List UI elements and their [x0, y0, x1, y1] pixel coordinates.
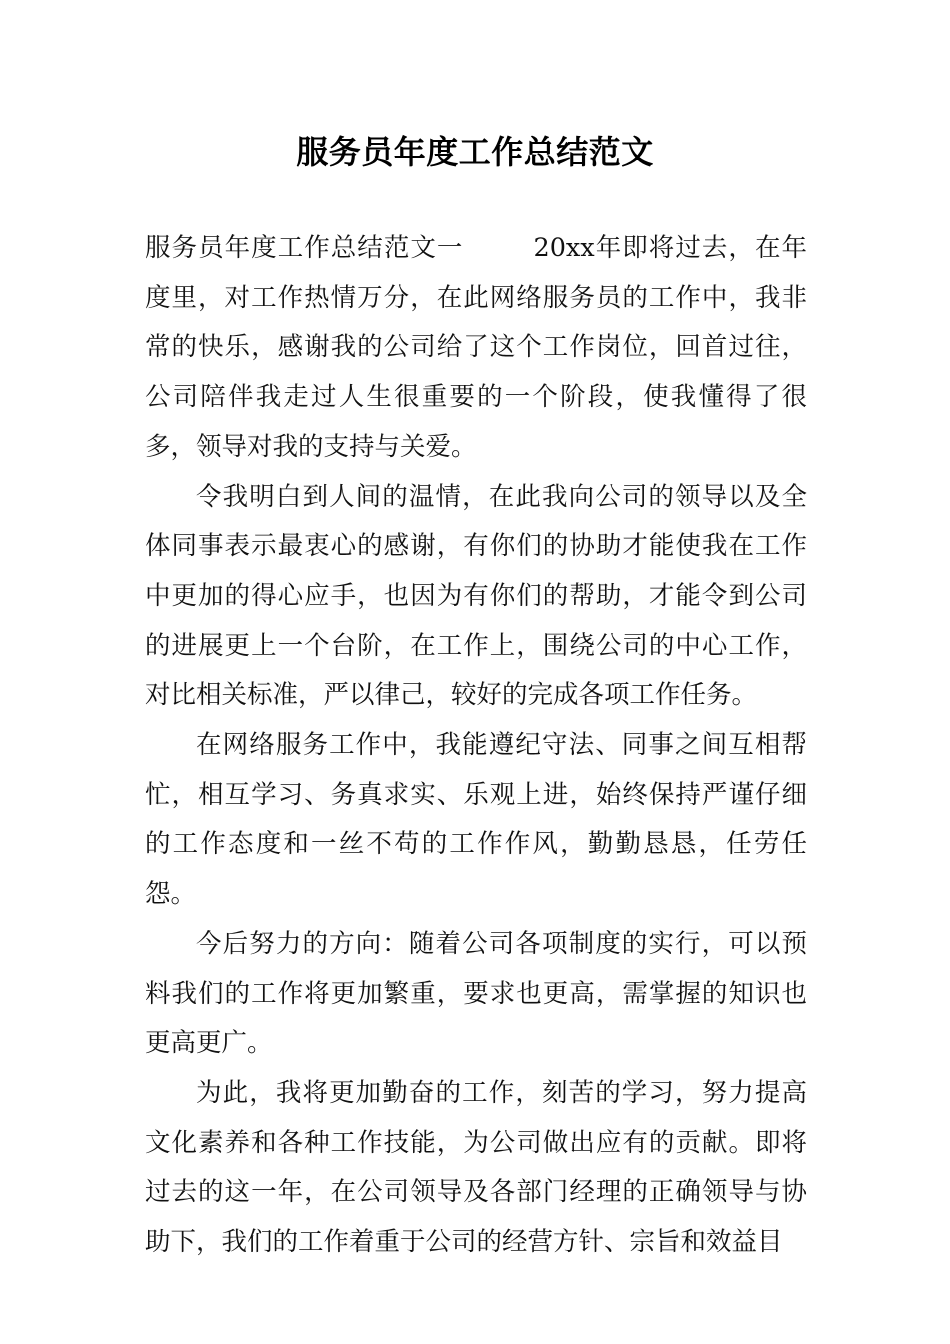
paragraph-1-text: 20xx年即将过去，在年度里，对工作热情万分，在此网络服务员的工作中，我非常的快乐，感谢我的公司给了这个工作岗位，回首过往，公司陪伴我走过人生很重要的一个阶段，使我懂得了很多，领导对我的支持与关爱。 — [145, 233, 807, 462]
document-body — [145, 224, 807, 1268]
paragraph-1 — [145, 224, 807, 473]
document-title: 服务员年度工作总结范文 — [296, 133, 654, 171]
paragraph-3: 在网络服务工作中，我能遵纪守法、同事之间互相帮忙，相互学习、务真求实、乐观上进，始终保持严谨仔细的工作态度和一丝不苟的工作作风，勤勤恳恳，任劳任怨。 — [145, 730, 807, 910]
paragraph-5: 为此，我将更加勤奋的工作，刻苦的学习，努力提高文化素养和各种工作技能，为公司做出应有的贡献。即将过去的这一年，在公司领导及各部门经理的正确领导与协助下，我们的工作着重于公司的经营方针、宗旨和效益目 — [145, 1077, 807, 1258]
paragraph-2: 令我明白到人间的温情，在此我向公司的领导以及全体同事表示最衷心的感谢，有你们的协助才能使我在工作中更加的得心应手，也因为有你们的帮助，才能令到公司的进展更上一个台阶，在工作上，围绕公司的中心工作，对比相关标准，严以律己，较好的完成各项工作任务。 — [145, 481, 807, 711]
paragraph-4: 今后努力的方向：随着公司各项制度的实行，可以预料我们的工作将更加繁重，要求也更高，需掌握的知识也更高更广。 — [145, 928, 807, 1059]
paragraph-1-lead: 服务员年度工作总结范文一 — [145, 233, 464, 263]
